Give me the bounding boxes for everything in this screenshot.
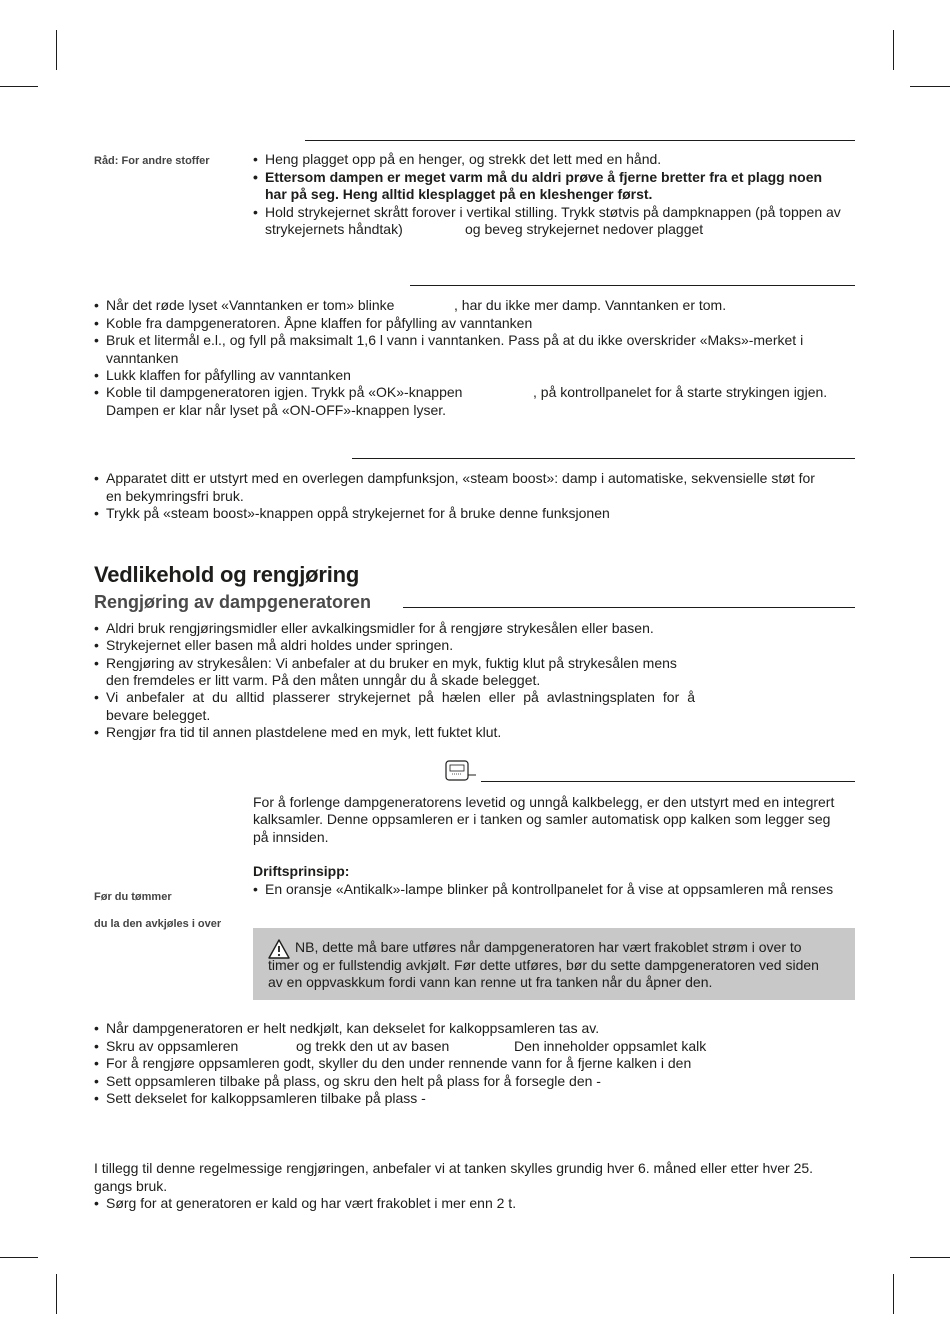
list-item: • Sett dekselet for kalkoppsamleren tilbake på plass -: [94, 1090, 426, 1106]
list-item: • Når det røde lyset «Vanntanken er tom» blinke: [94, 297, 395, 313]
list-item: • Rengjør fra tid til annen plastdelene med en myk, lett fuktet klut.: [94, 724, 502, 740]
section-rule: [481, 781, 855, 782]
section-rule: [403, 607, 855, 608]
list-item: • Når dampgeneratoren er helt nedkjølt, kan dekselet for kalkoppsamleren tas av.: [94, 1020, 600, 1036]
crop-mark: [893, 30, 894, 70]
crop-mark: [56, 30, 57, 70]
warning-text: timer og er fullstendig avkjølt. Før dette utføres, bør du sette dampgeneratoren ved siden: [268, 957, 819, 973]
list-item: • Bruk et litermål e.l., og fyll på maksimalt 1,6 l vann i vanntanken. Pass på at du ikke overskrider «Maks»-merket i: [94, 332, 804, 348]
crop-mark: [893, 1274, 894, 1314]
list-item: • Vi anbefaler at du alltid plasserer strykejernet på hælen eller på avlastningsplaten for å: [94, 689, 695, 705]
side-label: Før du tømmer: [94, 891, 172, 903]
list-item-continuation: Den inneholder oppsamlet kalk: [514, 1038, 707, 1054]
paragraph-line: I tillegg til denne regelmessige rengjøringen, anbefaler vi at tanken skylles grundig hver 6. måned eller etter hver 25.: [94, 1160, 814, 1176]
list-item: • Skru av oppsamleren: [94, 1038, 239, 1054]
section-heading: Rengjøring av dampgeneratoren: [94, 592, 372, 612]
list-item: • Aldri bruk rengjøringsmidler eller avkalkingsmidler for å rengjøre strykesålen eller basen.: [94, 620, 654, 636]
warning-text: av en oppvaskkum fordi vann kan renne ut fra tanken når du åpner den.: [268, 974, 713, 990]
crop-mark: [0, 86, 38, 87]
list-item-continuation: Dampen er klar når lyset på «ON-OFF»-knappen lyser.: [106, 402, 447, 418]
list-item-continuation: og trekk den ut av basen: [296, 1038, 450, 1054]
side-label: Råd: For andre stoffer: [94, 155, 210, 167]
paragraph-line: på innsiden.: [253, 829, 329, 845]
warning-icon: [268, 939, 290, 959]
crop-mark: [56, 1274, 57, 1314]
list-item-continuation: en bekymringsfri bruk.: [106, 488, 244, 504]
list-item-continuation: , har du ikke mer damp. Vanntanken er tom.: [454, 297, 727, 313]
list-item-continuation: den fremdeles er litt varm. På den måten unngår du å skade belegget.: [106, 672, 541, 688]
list-item: • Apparatet ditt er utstyrt med en overlegen dampfunksjon, «steam boost»: damp i automatiske, sekvensielle støt for: [94, 470, 815, 486]
paragraph-line: For å forlenge dampgeneratorens levetid og unngå kalkbelegg, er den utstyrt med en integrert: [253, 794, 835, 810]
antiscale-icon: [445, 760, 469, 780]
section-rule: [352, 458, 855, 459]
list-item: • Rengjøring av strykesålen: Vi anbefaler at du bruker en myk, fuktig klut på strykesålen mens: [94, 655, 677, 671]
list-item: • Ettersom dampen er meget varm må du aldri prøve å fjerne bretter fra et plagg noen: [253, 169, 823, 185]
list-item-continuation: vanntanken: [106, 350, 179, 366]
crop-mark: [910, 86, 950, 87]
crop-mark: [910, 1257, 950, 1258]
list-item: • Koble fra dampgeneratoren. Åpne klaffen for påfylling av vanntanken: [94, 315, 533, 331]
list-item-continuation: har på seg. Heng alltid klesplagget på en kleshenger først.: [265, 186, 653, 202]
crop-mark: [0, 1257, 38, 1258]
list-item: • Trykk på «steam boost»-knappen oppå strykejernet for å bruke denne funksjonen: [94, 505, 610, 521]
list-item: • Sett oppsamleren tilbake på plass, og skru den helt på plass for å forsegle den -: [94, 1073, 601, 1089]
list-item-continuation: bevare belegget.: [106, 707, 211, 723]
list-item: • Strykejernet eller basen må aldri holdes under springen.: [94, 637, 454, 653]
list-item-continuation: , på kontrollpanelet for å starte strykingen igjen.: [533, 384, 828, 400]
list-item: • For å rengjøre oppsamleren godt, skyller du den under rennende vann for å fjerne kalken i den: [94, 1055, 692, 1071]
paragraph-line: gangs bruk.: [94, 1178, 168, 1194]
warning-text: NB, dette må bare utføres når dampgeneratoren har vært frakoblet strøm i over to: [295, 939, 802, 955]
page-title: Vedlikehold og rengjøring: [94, 562, 360, 587]
subheading: Driftsprinsipp:: [253, 863, 350, 879]
paragraph-line: kalksamler. Denne oppsamleren er i tanken og samler automatisk opp kalken som legger seg: [253, 811, 831, 827]
list-item-continuation: strykejernets håndtak): [265, 221, 403, 237]
list-item: • Koble til dampgeneratoren igjen. Trykk på «OK»-knappen: [94, 384, 463, 400]
section-rule: [410, 285, 855, 286]
list-item: • Lukk klaffen for påfylling av vanntanken: [94, 367, 351, 383]
section-rule: [305, 140, 855, 141]
list-item: • Heng plagget opp på en henger, og strekk det lett med en hånd.: [253, 151, 662, 167]
list-item: • Hold strykejernet skrått forover i vertikal stilling. Trykk støtvis på dampknappen (på toppen av: [253, 204, 841, 220]
side-label: du la den avkjøles i over: [94, 918, 222, 930]
list-item: • En oransje «Antikalk»-lampe blinker på kontrollpanelet for å vise at oppsamleren må renses: [253, 881, 834, 897]
list-item: • Sørg for at generatoren er kald og har vært frakoblet i mer enn 2 t.: [94, 1195, 517, 1211]
list-item-continuation: og beveg strykejernet nedover plagget: [465, 221, 704, 237]
